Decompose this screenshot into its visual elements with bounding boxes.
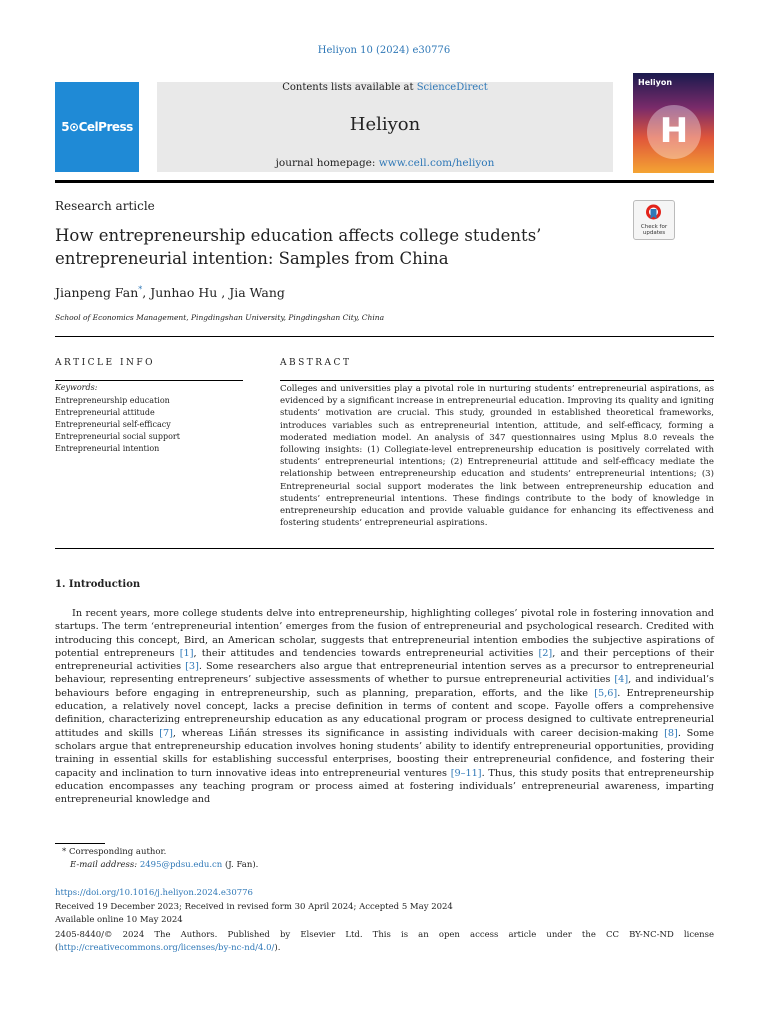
homepage-line <box>157 157 613 169</box>
article-info-heading: ARTICLE INFO <box>55 358 156 368</box>
citation-link[interactable]: [3] <box>185 661 199 673</box>
keywords-list <box>55 395 180 455</box>
divider <box>55 380 243 381</box>
intro-text: . Some scholars argue that entrepreneurship education involves honing students’ ability to identify entrepreneurial opportunities, providing training in essential skills for establishing successful enterprises, boosting their entrepreneurial confidence, and fostering their capacity and inclination to turn innovative ideas into entrepreneurial ventures <box>55 727 715 779</box>
corresponding-author-mark[interactable]: * <box>138 285 143 294</box>
journal-reference[interactable]: Heliyon 10 (2024) e30776 <box>317 45 451 56</box>
email-label: E-mail address: <box>70 860 138 870</box>
header-divider <box>55 180 714 183</box>
available-online: Available online 10 May 2024 <box>55 915 183 925</box>
intro-text: . Entrepreneurship education, a relatively novel concept, lacks a precise definition in terms of content and scope. Fayolle offers a comprehensive definition, characterizing entrepreneurship education as any educational program or process designed to cultivate entrepreneurial attitudes and skills <box>55 687 715 739</box>
intro-text: , whereas Liñán stresses its significance in assisting individuals with career decision-making <box>172 727 665 739</box>
intro-text: , and individual’s behaviours before engaging in entrepreneurship, such as planning, preparation, efforts, and the like <box>55 674 715 699</box>
intro-text: , their attitudes and tendencies towards entrepreneurial activities <box>193 647 539 659</box>
cover-letter: H <box>659 111 689 151</box>
intro-text: , and their perceptions of their entrepreneurial activities <box>55 647 715 673</box>
journal-name: Heliyon <box>349 114 421 135</box>
sciencedirect-link[interactable]: ScienceDirect <box>416 82 488 93</box>
homepage-prefix: journal homepage: <box>275 157 379 169</box>
license-statement <box>55 929 714 954</box>
intro-text: In recent years, more college students delve into entrepreneurship, highlighting colleges’ pivotal role in fostering innovation and startups. The term ‘entrepreneurial intention’ emerges from the fusion of entrepreneurial and psychological research. Credited with introducing this concept, Bird, an American scholar, suggests that entrepreneurial intention embodies the subjective aspirations of potential entrepreneurs <box>55 608 714 659</box>
cover-title: Heliyon <box>638 78 673 87</box>
email-link[interactable]: 2495@pdsu.edu.cn <box>139 860 223 870</box>
keyword-item: Entrepreneurial self-efficacy <box>55 420 171 429</box>
abstract-heading: ABSTRACT <box>280 358 352 368</box>
author-name[interactable]: Jianpeng Fan <box>55 285 139 301</box>
citation-link[interactable]: [1] <box>179 647 194 659</box>
affiliation: School of Economics Management, Pingdingshan University, Pingdingshan City, China <box>55 313 385 322</box>
keyword-item: Entrepreneurship education <box>55 396 170 405</box>
footnote-divider <box>55 843 105 844</box>
check-for-updates-label: Check for updates <box>640 224 668 236</box>
homepage-link[interactable]: www.cell.com/heliyon <box>378 157 495 169</box>
email-line <box>70 860 258 870</box>
license-end: ). <box>274 942 281 953</box>
divider <box>55 548 714 549</box>
article-title: How entrepreneurship education affects college students’ entrepreneurial intention: Samples from China <box>55 226 542 268</box>
citation-link[interactable]: [4] <box>614 674 629 686</box>
introduction-paragraph <box>55 607 714 806</box>
keyword-item: Entrepreneurial intention <box>55 444 160 453</box>
intro-text: . Thus, this study posits that entrepreneurship education encompasses any teaching program or process aimed at fostering individuals’ entrepreneurial awareness, imparting entrepreneurial knowledge and <box>55 767 715 806</box>
corresponding-author-note: * Corresponding author. <box>62 847 167 857</box>
intro-text: . Some researchers also argue that entrepreneurial intention serves as a precursor to entrepreneurial behaviour, representing entrepreneurs’ subjective assessments of whether to pursue entrepreneurial activities <box>55 661 714 686</box>
citation-link[interactable]: [2] <box>538 647 553 659</box>
abstract-text: Colleges and universities play a pivotal role in nurturing students’ entrepreneurial aspirations, as evidenced by a significant increase in entrepreneurial education. Improving its quality and igniting students’ motivation are crucial. This study, grounded in established theoretical frameworks, introduces variables such as entrepreneurial intention, attitude, and self-efficacy, forming a moderated mediation model. An analysis of 347 questionnaires using Mplus 8.0 reveals the following insights: (1) Collegiate-level entrepreneurship education is positively correlated with students’ entrepreneurial intentions; (2) Entrepreneurial attitude and self-efficacy mediate the relationship between entrepreneurship education and students’ entrepreneurial intentions; (3) Entrepreneurial social support moderates the link between entrepreneurship education and students’ entrepreneurial intentions. These findings contribute to the body of knowledge in entrepreneurship education and provide valuable guidance for enhancing its effectiveness and fostering students’ entrepreneurial aspirations. <box>280 384 714 529</box>
citation-link[interactable]: [7] <box>159 727 173 739</box>
keywords-label: Keywords: <box>55 383 98 392</box>
article-type: Research article <box>55 199 155 213</box>
contents-line <box>157 82 613 93</box>
doi-link[interactable]: https://doi.org/10.1016/j.heliyon.2024.e30776 <box>55 888 253 898</box>
cellpress-logo-text: 5⊙CelPress <box>61 120 133 134</box>
keyword-item: Entrepreneurial social support <box>55 432 180 441</box>
cellpress-logo[interactable] <box>55 82 139 172</box>
keyword-item: Entrepreneurial attitude <box>55 408 155 417</box>
section-heading-introduction: 1. Introduction <box>55 579 141 590</box>
license-link[interactable]: http://creativecommons.org/licenses/by-nc-nd/4.0/ <box>58 942 275 953</box>
other-authors[interactable]: , Junhao Hu , Jia Wang <box>142 285 285 301</box>
received-dates: Received 19 December 2023; Received in revised form 30 April 2024; Accepted 5 May 2024 <box>55 902 453 912</box>
divider <box>280 380 714 381</box>
journal-cover[interactable] <box>633 73 714 173</box>
divider <box>55 336 714 337</box>
citation-link[interactable]: [5,6] <box>594 687 618 699</box>
email-suffix: (J. Fan). <box>222 860 259 870</box>
citation-link[interactable]: [8] <box>664 727 678 739</box>
license-text: 2405-8440/© 2024 The Authors. Published by Elsevier Ltd. This is an open access article under the CC BY-NC-ND license ( <box>55 930 714 953</box>
citation-link[interactable]: [9–11] <box>450 767 482 779</box>
check-for-updates-button[interactable] <box>633 200 675 240</box>
contents-prefix: Contents lists available at <box>282 82 417 93</box>
bookmark-icon <box>645 204 662 223</box>
author-list <box>55 285 285 300</box>
